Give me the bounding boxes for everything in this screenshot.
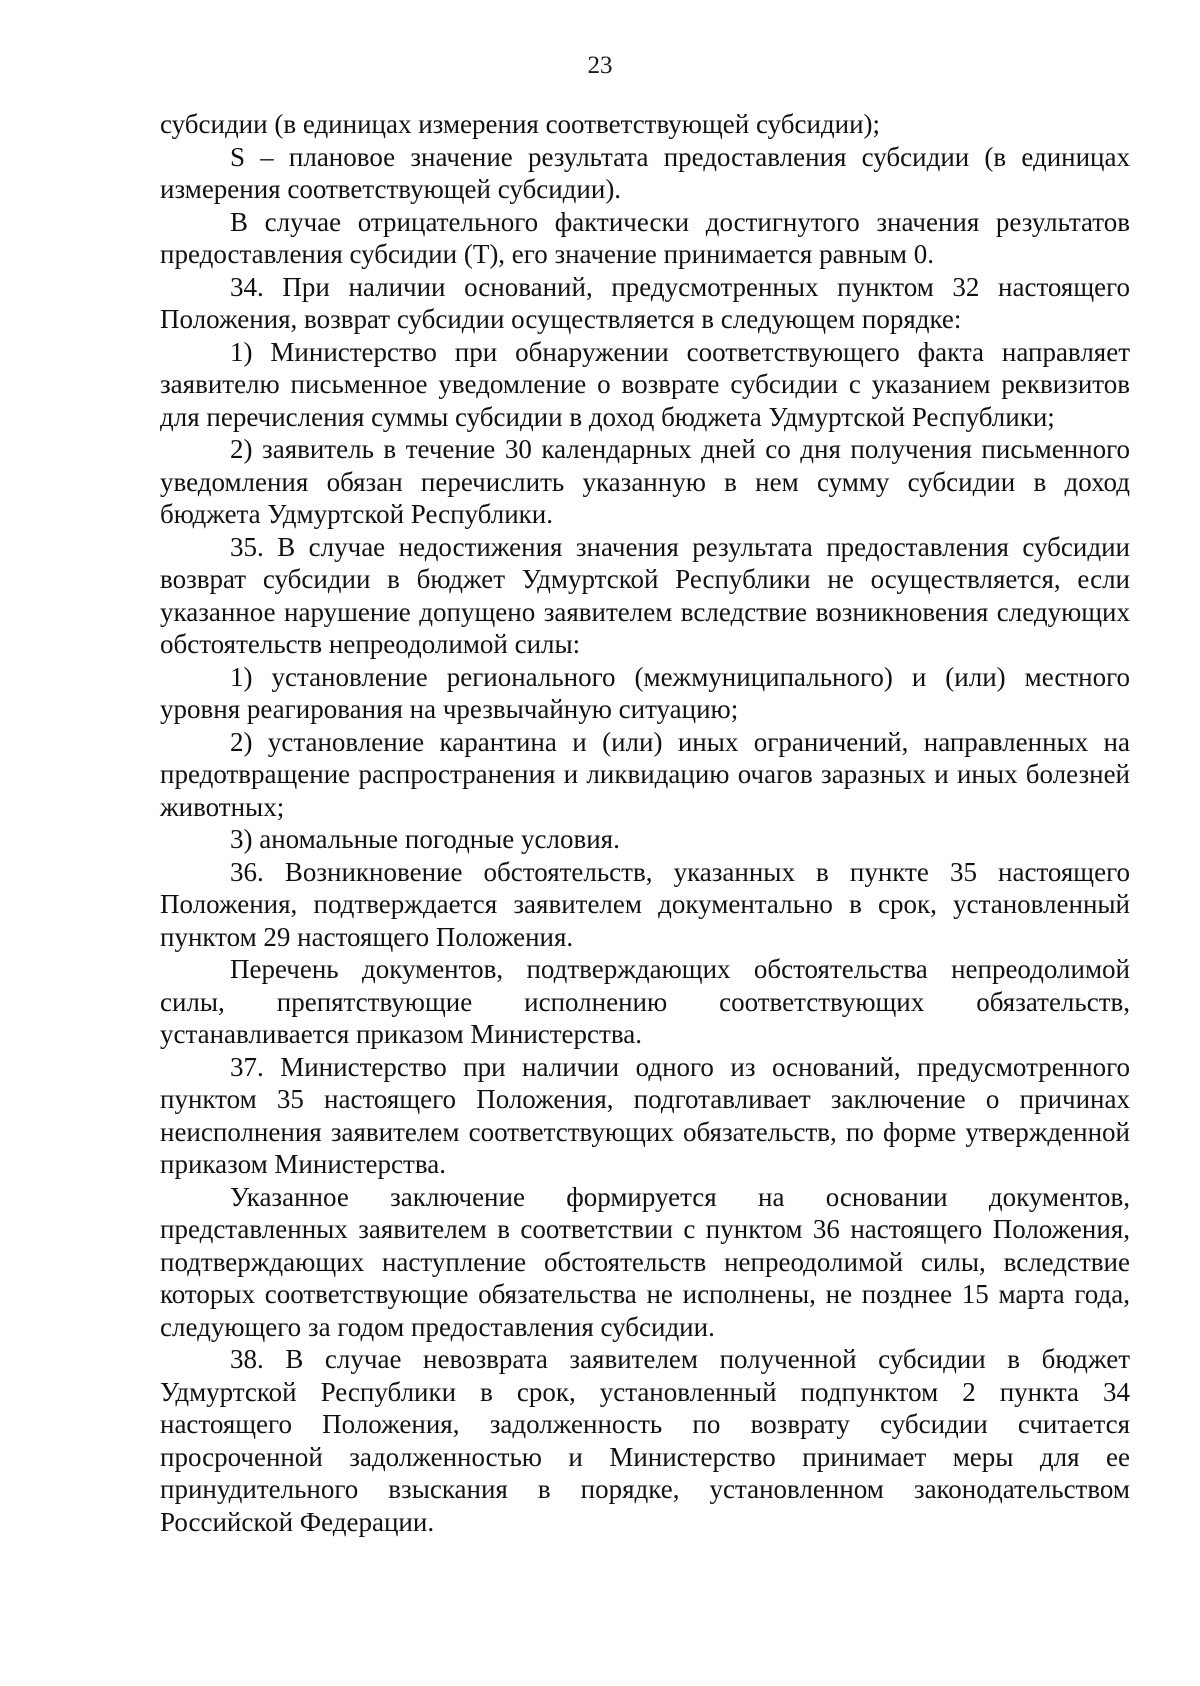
paragraph-clause-36: 36. Возникновение обстоятельств, указанных в пункте 35 настоящего Положения, подтверждается заявителем документально в срок, установленный пунктом 29 настоящего Положения. [160,856,1130,952]
page-number: 23 [587,52,613,79]
paragraph-clause-34: 34. При наличии оснований, предусмотренных пунктом 32 настоящего Положения, возврат субсидии осуществляется в следующем порядке: [160,271,1130,334]
paragraph-clause-35-item-1: 1) установление регионального (межмуниципального) и (или) местного уровня реагирования на чрезвычайную ситуацию; [160,661,1130,724]
paragraph-conclusion-formation: Указанное заключение формируется на основании документов, представленных заявителем в соответствии с пунктом 36 настоящего Положения, подтверждающих наступление обстоятельств непреодолимой силы, вследствие которых соответствующие обязательства не исполнены, не позднее 15 марта года, следующего за годом предоставления субсидии. [160,1181,1130,1342]
paragraph-clause-35-item-3: 3) аномальные погодные условия. [230,824,620,854]
paragraph-negative-value: В случае отрицательного фактически достигнутого значения результатов предоставления субсидии (T), его значение принимается равным 0. [160,206,1130,269]
paragraph-clause-34-item-1: 1) Министерство при обнаружении соответствующего факта направляет заявителю письменное уведомление о возврате субсидии с указанием реквизитов для перечисления суммы субсидии в доход бюджета Удмуртской Республики; [160,336,1130,432]
paragraph-clause-35: 35. В случае недостижения значения результата предоставления субсидии возврат субсидии в бюджет Удмуртской Республики не осуществляется, если указанное нарушение допущено заявителем вследствие возникновения следующих обстоятельств непреодолимой силы: [160,531,1130,659]
paragraph-subsidy-units-continuation: субсидии (в единицах измерения соответствующей субсидии); [160,109,881,139]
paragraph-s-definition: S – плановое значение результата предоставления субсидии (в единицах измерения соответствующей субсидии). [160,141,1130,204]
paragraph-documents-list: Перечень документов, подтверждающих обстоятельства непреодолимой силы, препятствующие исполнению соответствующих обязательств, устанавливается приказом Министерства. [160,954,1130,1049]
paragraph-clause-35-item-2: 2) установление карантина и (или) иных ограничений, направленных на предотвращение распространения и ликвидацию очагов заразных и иных болезней животных; [160,726,1130,822]
paragraph-clause-38: 38. В случае невозврата заявителем полученной субсидии в бюджет Удмуртской Республики в срок, установленный подпунктом 2 пункта 34 настоящего Положения, задолженность по возврату субсидии считается просроченной задолженностью и Министерство принимает меры для ее принудительного взыскания в порядке, установленном законодательством Российской Федерации. [160,1344,1130,1537]
document-body [160,108,1130,1538]
paragraph-clause-34-item-2: 2) заявитель в течение 30 календарных дней со дня получения письменного уведомления обязан перечислить указанную в нем сумму субсидии в доход бюджета Удмуртской Республики. [160,434,1130,529]
paragraph-clause-37: 37. Министерство при наличии одного из оснований, предусмотренного пунктом 35 настоящего Положения, подготавливает заключение о причинах неисполнения заявителем соответствующих обязательств, по форме утвержденной приказом Министерства. [160,1051,1130,1179]
